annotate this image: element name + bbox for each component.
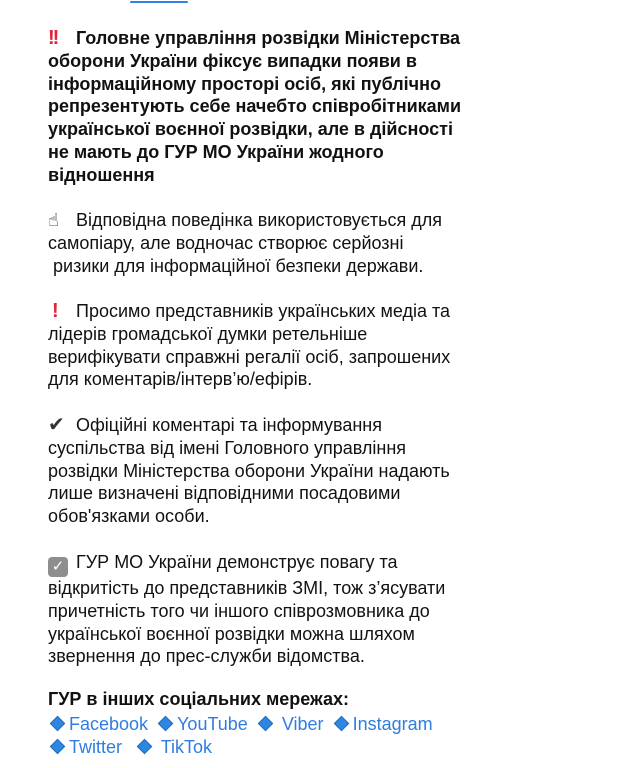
paragraph-line: причетність того чи іншого співрозмовника до: [48, 600, 430, 621]
paragraph-line: ризики для інформаційної безпеки держави.: [48, 255, 424, 276]
social-heading: ГУР в інших соціальних мережах:: [48, 689, 350, 709]
post-paragraph-2: [48, 209, 608, 277]
paragraph-line: інформаційному просторі осіб, які публічно: [48, 73, 441, 94]
blue-diamond-icon: [258, 716, 274, 732]
tiktok-link[interactable]: TikTok: [160, 737, 213, 757]
youtube-link[interactable]: YouTube: [177, 714, 248, 734]
post-paragraph-5: [48, 551, 608, 668]
social-links-row-1: [48, 713, 608, 736]
paragraph-line: ✔ Офіційні коментарі та інформування: [48, 414, 382, 436]
paragraph-line: української воєнної розвідки можна шляхом: [48, 623, 415, 644]
paragraph-line: звернення до прес-служби відомства.: [48, 646, 365, 667]
paragraph-line: не мають до ГУР МО України жодного: [48, 141, 384, 162]
paragraph-line: лідерів громадської думки ретельніше: [48, 323, 368, 344]
paragraph-line: самопіару, але водночас створює серйозні: [48, 232, 404, 253]
paragraph-line: відношення: [48, 164, 155, 185]
paragraph-line: лише визначені відповідними посадовими: [48, 483, 401, 504]
paragraph-line: верифікувати справжні регалії осіб, запрошених: [48, 346, 451, 367]
exclamation-icon: !: [52, 300, 57, 322]
ballot-box-check-icon: ✓: [48, 557, 68, 577]
social-links-row-2: [48, 736, 608, 759]
post-paragraph-1: [48, 27, 608, 187]
paragraph-line: розвідки Міністерства оборони України надають: [48, 460, 450, 481]
blue-diamond-icon: [50, 739, 66, 755]
blue-diamond-icon: [137, 739, 153, 755]
post-paragraph-3: [48, 300, 608, 391]
paragraph-line: української воєнної розвідки, але в дійсності: [48, 119, 453, 140]
paragraph-line: відкритість до представників ЗМІ, тож з’ясувати: [48, 578, 446, 598]
post-paragraph-4: [48, 414, 608, 528]
paragraph-line: суспільства від імені Головного управління: [48, 437, 407, 458]
blue-diamond-icon: [158, 716, 174, 732]
paragraph-line: ✓ ГУР МО України демонструє повагу та: [48, 551, 608, 577]
social-links: [48, 713, 608, 759]
pointing-up-icon: ☝: [48, 210, 59, 230]
paragraph-line: обов'язками особи.: [48, 506, 210, 527]
twitter-link[interactable]: Twitter: [69, 737, 123, 757]
previous-link-underline[interactable]: [130, 0, 190, 3]
paragraph-line: ☝ Відповідна поведінка використовується для: [48, 210, 443, 230]
paragraph-line: !! Головне управління розвідки Міністерства: [48, 27, 461, 49]
blue-diamond-icon: [333, 716, 349, 732]
paragraph-line: оборони України фіксує випадки появи в: [48, 50, 417, 71]
facebook-link[interactable]: Facebook: [69, 714, 149, 734]
paragraph-line: репрезентують себе начебто співробітниками: [48, 96, 462, 117]
paragraph-line: для коментарів/інтерв’ю/ефірів.: [48, 369, 313, 390]
check-mark-icon: ✔: [48, 414, 65, 436]
blue-diamond-icon: [50, 716, 66, 732]
instagram-link[interactable]: Instagram: [352, 714, 433, 734]
paragraph-line: ! Просимо представників українських медіа та: [48, 300, 608, 323]
viber-link[interactable]: Viber: [281, 714, 324, 734]
double-exclamation-icon: !!: [48, 27, 58, 49]
